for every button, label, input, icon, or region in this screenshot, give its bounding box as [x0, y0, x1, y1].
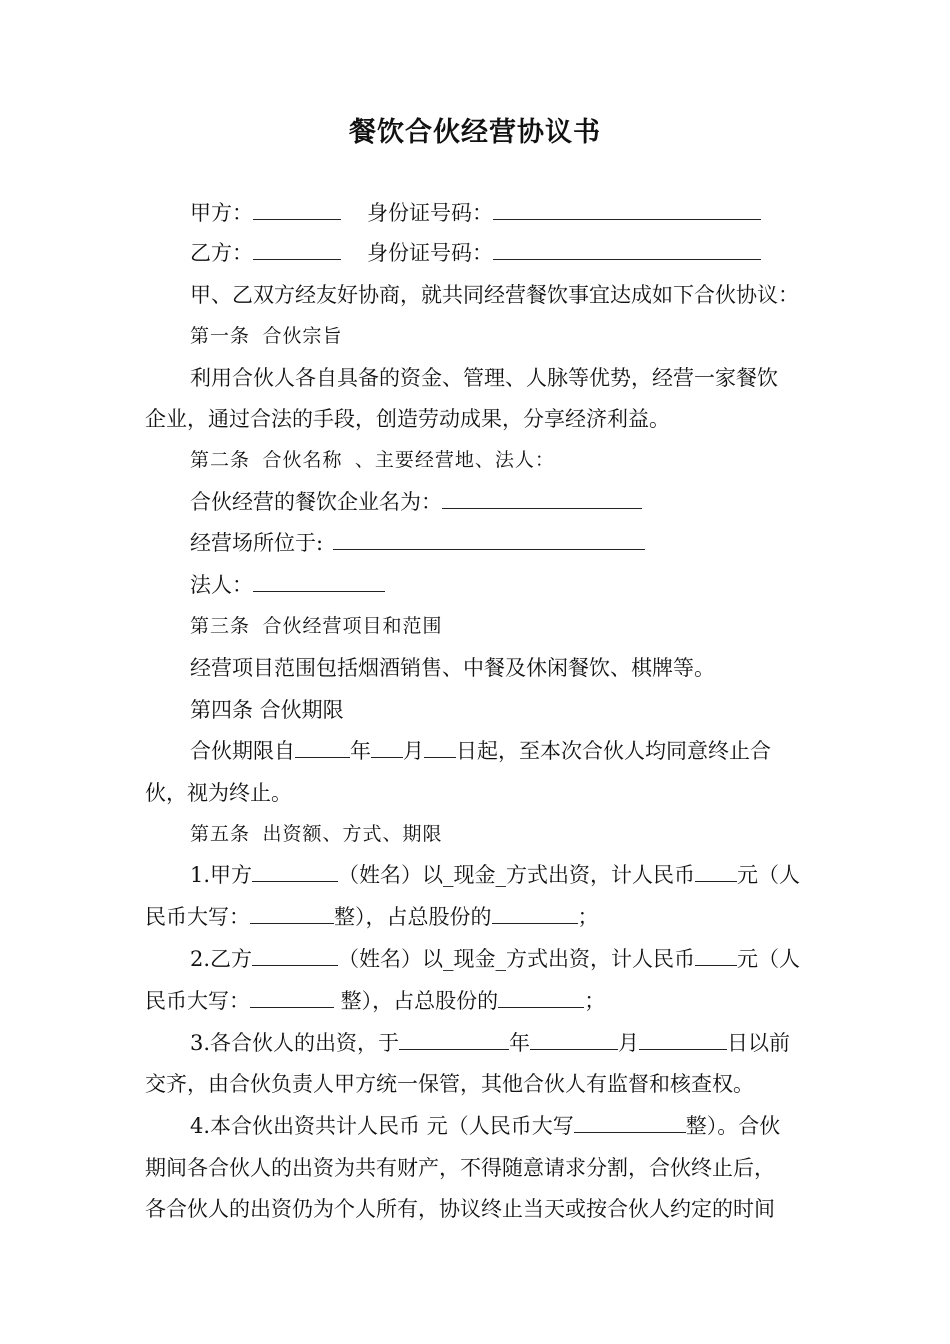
item-1-party: 1.甲方: [190, 863, 253, 887]
term-year-blank: [295, 737, 350, 758]
article-3-text: 经营项目范围包括烟酒销售、中餐及休闲餐饮、棋牌等。: [190, 656, 715, 680]
item-2-share-label: 整），占总股份的: [334, 989, 499, 1013]
party-a-id-blank: [493, 199, 761, 220]
item-1-name-blank: [252, 861, 338, 882]
item-1-text: （姓名）以_现金_方式出资，计人民币: [338, 863, 696, 887]
term-month-blank: [371, 737, 403, 758]
term-month-unit: 月: [403, 739, 424, 763]
party-b-label: 乙方：: [190, 241, 253, 265]
article-1-heading: 第一条 合伙宗旨: [190, 325, 343, 347]
item-2-name-blank: [252, 945, 338, 966]
item-1-unit: 元（人: [737, 863, 801, 887]
item-1-share-label: 整），占总股份的: [334, 905, 492, 929]
term-day-blank: [424, 737, 456, 758]
party-b-line: [0, 239, 950, 267]
item-1-line-1: [0, 861, 950, 889]
item-2-capital-blank: [250, 987, 334, 1008]
item-1-capital-blank: [250, 903, 334, 924]
business-name-blank: [442, 488, 642, 509]
item-1-share-blank: [492, 903, 578, 924]
article-5-heading: 第五条 出资额、方式、期限: [190, 823, 443, 845]
business-name-line: [0, 488, 950, 516]
item-2-amount-blank: [695, 945, 737, 966]
business-place-label: 经营场所位于:: [190, 531, 324, 555]
item-1-capital-label: 民币大写：: [145, 905, 250, 929]
item-2-line-1: [0, 945, 950, 973]
party-b-id-label: 身份证号码：: [367, 241, 493, 265]
item-2-line-2: [0, 987, 950, 1015]
term-rest-text: 日起，至本次合伙人均同意终止合: [456, 739, 771, 763]
item-1-line-2: [0, 903, 950, 931]
item-3-day-blank: [639, 1029, 727, 1050]
business-place-blank: [333, 529, 645, 550]
article-2-heading: 第二条 合伙名称 、主要经营地、法人：: [190, 449, 555, 471]
item-4-text-end: 整）。合伙: [685, 1114, 781, 1138]
item-3-year-blank: [399, 1029, 509, 1050]
item-2-party: 2.乙方: [190, 947, 253, 971]
party-b-name-blank: [253, 239, 341, 260]
legal-person-blank: [253, 571, 385, 592]
item-3-month-unit: 月: [618, 1031, 640, 1055]
item-2-share-blank: [498, 987, 584, 1008]
business-place-line: [0, 529, 950, 557]
item-4-line-3: 各合伙人的出资仍为个人所有，协议终止当天或按合伙人约定的时间: [145, 1197, 775, 1221]
article-1-line-2: 企业，通过合法的手段，创造劳动成果，分享经济利益。: [145, 407, 670, 431]
party-a-label: 甲方：: [190, 201, 253, 225]
item-4-line-1: [0, 1112, 950, 1140]
item-2-text: （姓名）以_现金_方式出资，计人民币: [338, 947, 696, 971]
item-3-year-unit: 年: [509, 1031, 531, 1055]
term-year-unit: 年: [350, 739, 371, 763]
item-3-line-2: 交齐，由合伙负责人甲方统一保管，其他合伙人有监督和核查权。: [145, 1072, 754, 1096]
legal-person-line: [0, 571, 950, 599]
item-4-capital-blank: [574, 1112, 686, 1133]
article-4-line-1: [0, 737, 950, 765]
article-4-line-2: 伙，视为终止。: [145, 781, 292, 805]
item-2-end: ；: [584, 989, 606, 1013]
party-a-line: [0, 199, 950, 227]
intro-text: 甲、乙双方经友好协商，就共同经营餐饮事宜达成如下合伙协议：: [190, 283, 799, 307]
item-3-text: 3.各合伙人的出资，于: [190, 1031, 400, 1055]
item-3-month-blank: [530, 1029, 618, 1050]
item-2-capital-label: 民币大写：: [145, 989, 250, 1013]
business-name-label: 合伙经营的餐饮企业名为：: [190, 490, 442, 514]
legal-person-label: 法人：: [190, 573, 253, 597]
item-4-line-2: 期间各合伙人的出资为共有财产，不得随意请求分割，合伙终止后，: [145, 1156, 775, 1180]
item-3-deadline: 日以前: [727, 1031, 791, 1055]
item-1-end: ；: [577, 905, 599, 929]
term-start-label: 合伙期限自: [190, 739, 295, 763]
item-3-line-1: [0, 1029, 950, 1057]
document-title: 餐饮合伙经营协议书: [349, 117, 601, 148]
party-a-name-blank: [253, 199, 341, 220]
article-3-heading: 第三条 合伙经营项目和范围: [190, 615, 443, 637]
party-a-id-label: 身份证号码：: [367, 201, 493, 225]
article-1-line-1: 利用合伙人各自具备的资金、管理、人脉等优势，经营一家餐饮: [190, 366, 778, 390]
party-b-id-blank: [493, 239, 761, 260]
item-2-unit: 元（人: [737, 947, 801, 971]
item-1-amount-blank: [695, 861, 737, 882]
article-4-heading: 第四条 合伙期限: [190, 698, 344, 722]
item-4-text: 4.本合伙出资共计人民币 元（人民币大写: [190, 1114, 574, 1138]
